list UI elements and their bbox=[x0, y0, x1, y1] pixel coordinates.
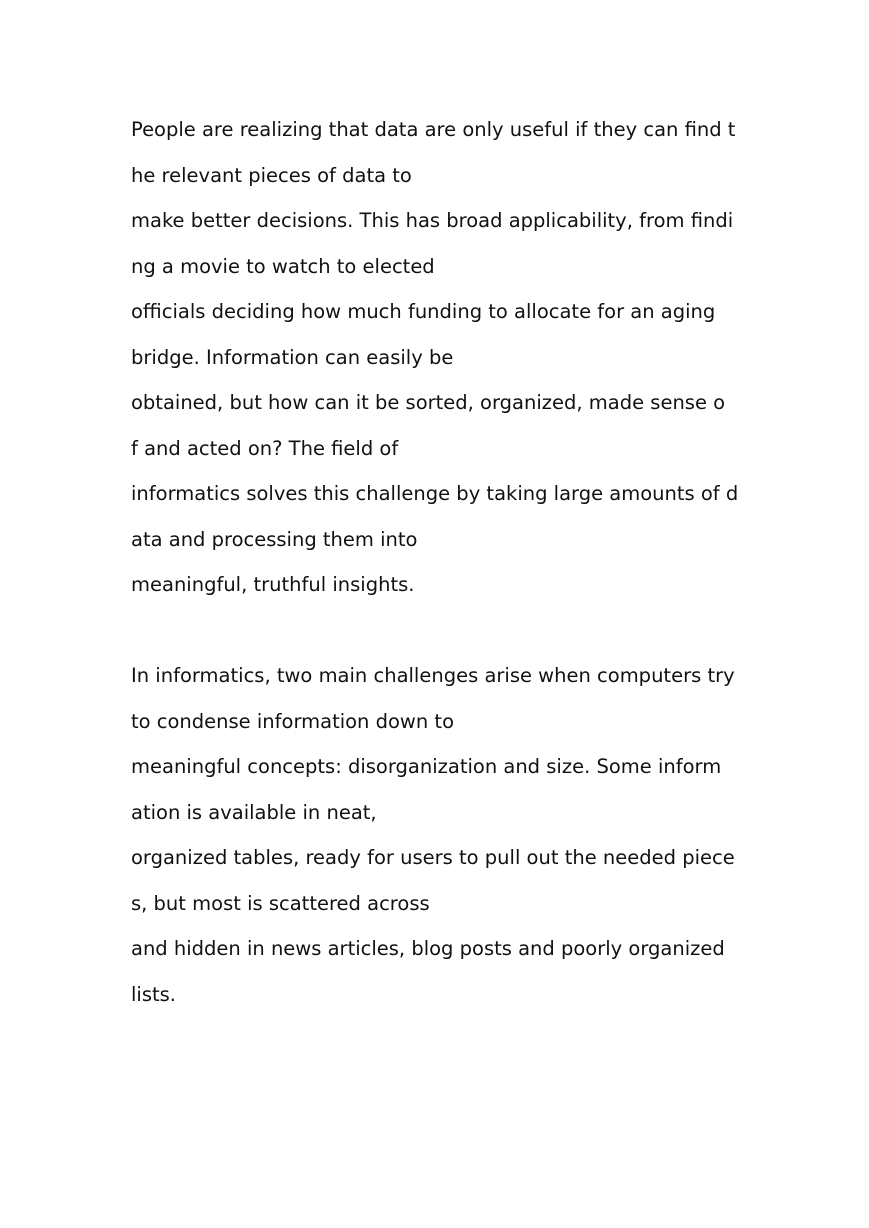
text-line: f and acted on? The field of bbox=[131, 436, 399, 460]
text-line: bridge. Information can easily be bbox=[131, 345, 454, 369]
text-line: to condense information down to bbox=[131, 709, 455, 733]
text-line: informatics solves this challenge by taking large amounts of d bbox=[131, 482, 739, 505]
text-line: meaningful concepts: disorganization and size. Some inform bbox=[131, 755, 722, 778]
text-line: and hidden in news articles, blog posts and poorly organized bbox=[131, 937, 725, 960]
text-line: he relevant pieces of data to bbox=[131, 163, 412, 187]
text-line: organized tables, ready for users to pull out the needed piece bbox=[131, 846, 735, 869]
text-line: ation is available in neat, bbox=[131, 800, 377, 824]
text-line: ng a movie to watch to elected bbox=[131, 254, 435, 278]
text-line: officials deciding how much funding to allocate for an aging bbox=[131, 300, 716, 323]
text-line: People are realizing that data are only useful if they can find t bbox=[131, 118, 736, 141]
paragraph-data-usefulness bbox=[131, 107, 771, 608]
text-line: make better decisions. This has broad applicability, from findi bbox=[131, 209, 734, 232]
text-line: In informatics, two main challenges arise when computers try bbox=[131, 664, 735, 687]
text-line: ata and processing them into bbox=[131, 527, 418, 551]
text-line: lists. bbox=[131, 982, 176, 1006]
paragraph-informatics-challenges bbox=[131, 653, 771, 1017]
text-line: obtained, but how can it be sorted, organized, made sense o bbox=[131, 391, 726, 414]
text-line: s, but most is scattered across bbox=[131, 891, 430, 915]
text-line: meaningful, truthful insights. bbox=[131, 573, 415, 596]
